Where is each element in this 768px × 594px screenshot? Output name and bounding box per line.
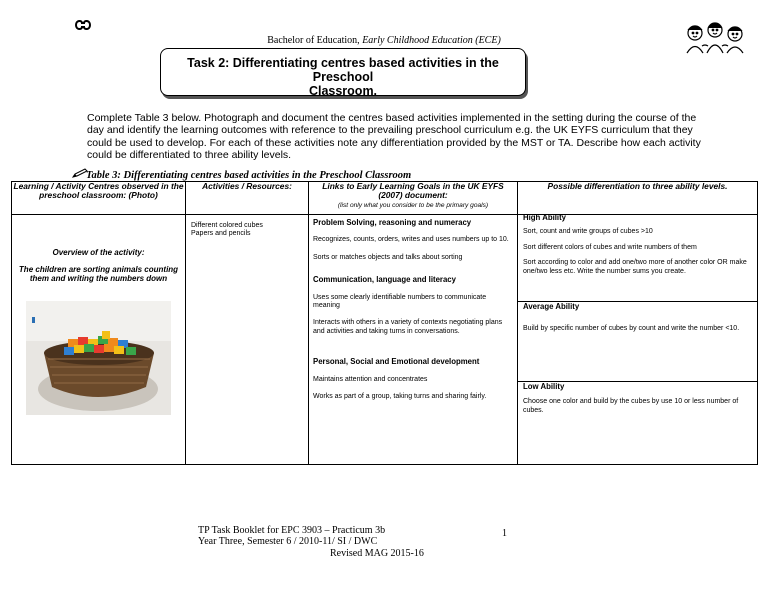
table-row <box>12 215 758 465</box>
goal-item: Maintains attention and concentrates <box>313 375 428 383</box>
goal-heading: Personal, Social and Emotional development <box>313 357 480 367</box>
level-heading: Average Ability <box>523 302 580 311</box>
footer-revised: Revised MAG 2015-16 <box>330 548 424 559</box>
overview-text: The children are sorting animals counting them and writing the numbers down <box>18 265 179 284</box>
differentiation-cell <box>518 215 758 465</box>
goal-item: Recognizes, counts, orders, writes and uses numbers up to 10. <box>313 236 509 244</box>
header-differentiation: Possible differentiation to three ability levels. <box>518 182 758 215</box>
table-header-row <box>12 182 758 215</box>
goal-item: Works as part of a group, taking turns and sharing fairly. <box>313 393 487 401</box>
chain-link-icon <box>74 18 92 32</box>
differentiation-table <box>11 181 758 465</box>
instructions-paragraph: Complete Table 3 below. Photograph and document the centres based activities implemented in the setting during the course of the day and identify the learning outcomes with reference to the prevailing preschool curriculum e.g. the UK EYFS curriculum that they could be used to develop. For each of these activities note any differentiation provided by the MST or TA. Describe how each activity could be differentiated to three ability levels. <box>87 112 701 161</box>
level-heading: Low Ability <box>523 382 565 391</box>
resources-cell <box>186 215 309 465</box>
overview-heading: Overview of the activity: <box>52 248 145 257</box>
children-clipart-icon <box>684 20 746 54</box>
header-activities-resources: Activities / Resources: <box>186 182 309 215</box>
activity-centre-cell <box>12 215 186 465</box>
task-title-box <box>160 48 526 96</box>
level-heading: High Ability <box>523 213 567 222</box>
program-header: Bachelor of Education, Early Childhood Education (ECE) <box>267 35 501 46</box>
page-number: 1 <box>502 528 507 539</box>
level-average <box>518 303 757 341</box>
goals-cell <box>309 215 518 465</box>
footer-booklet-info: TP Task Booklet for EPC 3903 – Practicum 3b Year Three, Semester 6 / 2010-11/ SI / DWC <box>198 525 386 548</box>
goal-item: Sorts or matches objects and talks about sorting <box>313 253 463 261</box>
activity-photo <box>26 301 171 415</box>
level-item: Sort, count and write groups of cubes >10 <box>523 228 653 236</box>
level-item: Choose one color and build by the cubes by use 10 or less number of cubes. <box>523 398 739 414</box>
level-item: Sort according to color and add one/two more of another color OR make one/two less etc. Write the number sums you create. <box>523 259 747 275</box>
header-activity-centres: Learning / Activity Centres observed in the preschool classroom: (Photo) <box>12 182 186 215</box>
header-goals-note: (list only what you consider to be the primary goals) <box>337 202 489 210</box>
level-item: Build by specific number of cubes by count and write the number <10. <box>523 325 740 333</box>
level-high <box>518 214 757 283</box>
table-caption: Table 3: Differentiating centres based activities in the Preschool Classroom <box>86 170 412 181</box>
task-title: Task 2: Differentiating centres based activities in the Preschool Classroom. <box>187 56 499 98</box>
goal-heading: Problem Solving, reasoning and numeracy <box>313 218 472 227</box>
goal-item: Uses some clearly identifiable numbers to communicate meaning <box>313 293 487 310</box>
goal-item: Interacts with others in a variety of contexts negotiating plans and activities and taking turns in conversations. <box>313 319 503 335</box>
level-low <box>518 383 757 422</box>
header-early-learning-goals: Links to Early Learning Goals in the UK EYFS (2007) document: (list only what you consider to be the primary goals) <box>309 182 518 215</box>
level-item: Sort different colors of cubes and write numbers of them <box>523 243 697 251</box>
resource-item: Different colored cubes <box>191 222 263 229</box>
goal-heading: Communication, language and literacy <box>313 275 456 285</box>
resource-item: Papers and pencils <box>191 230 251 238</box>
